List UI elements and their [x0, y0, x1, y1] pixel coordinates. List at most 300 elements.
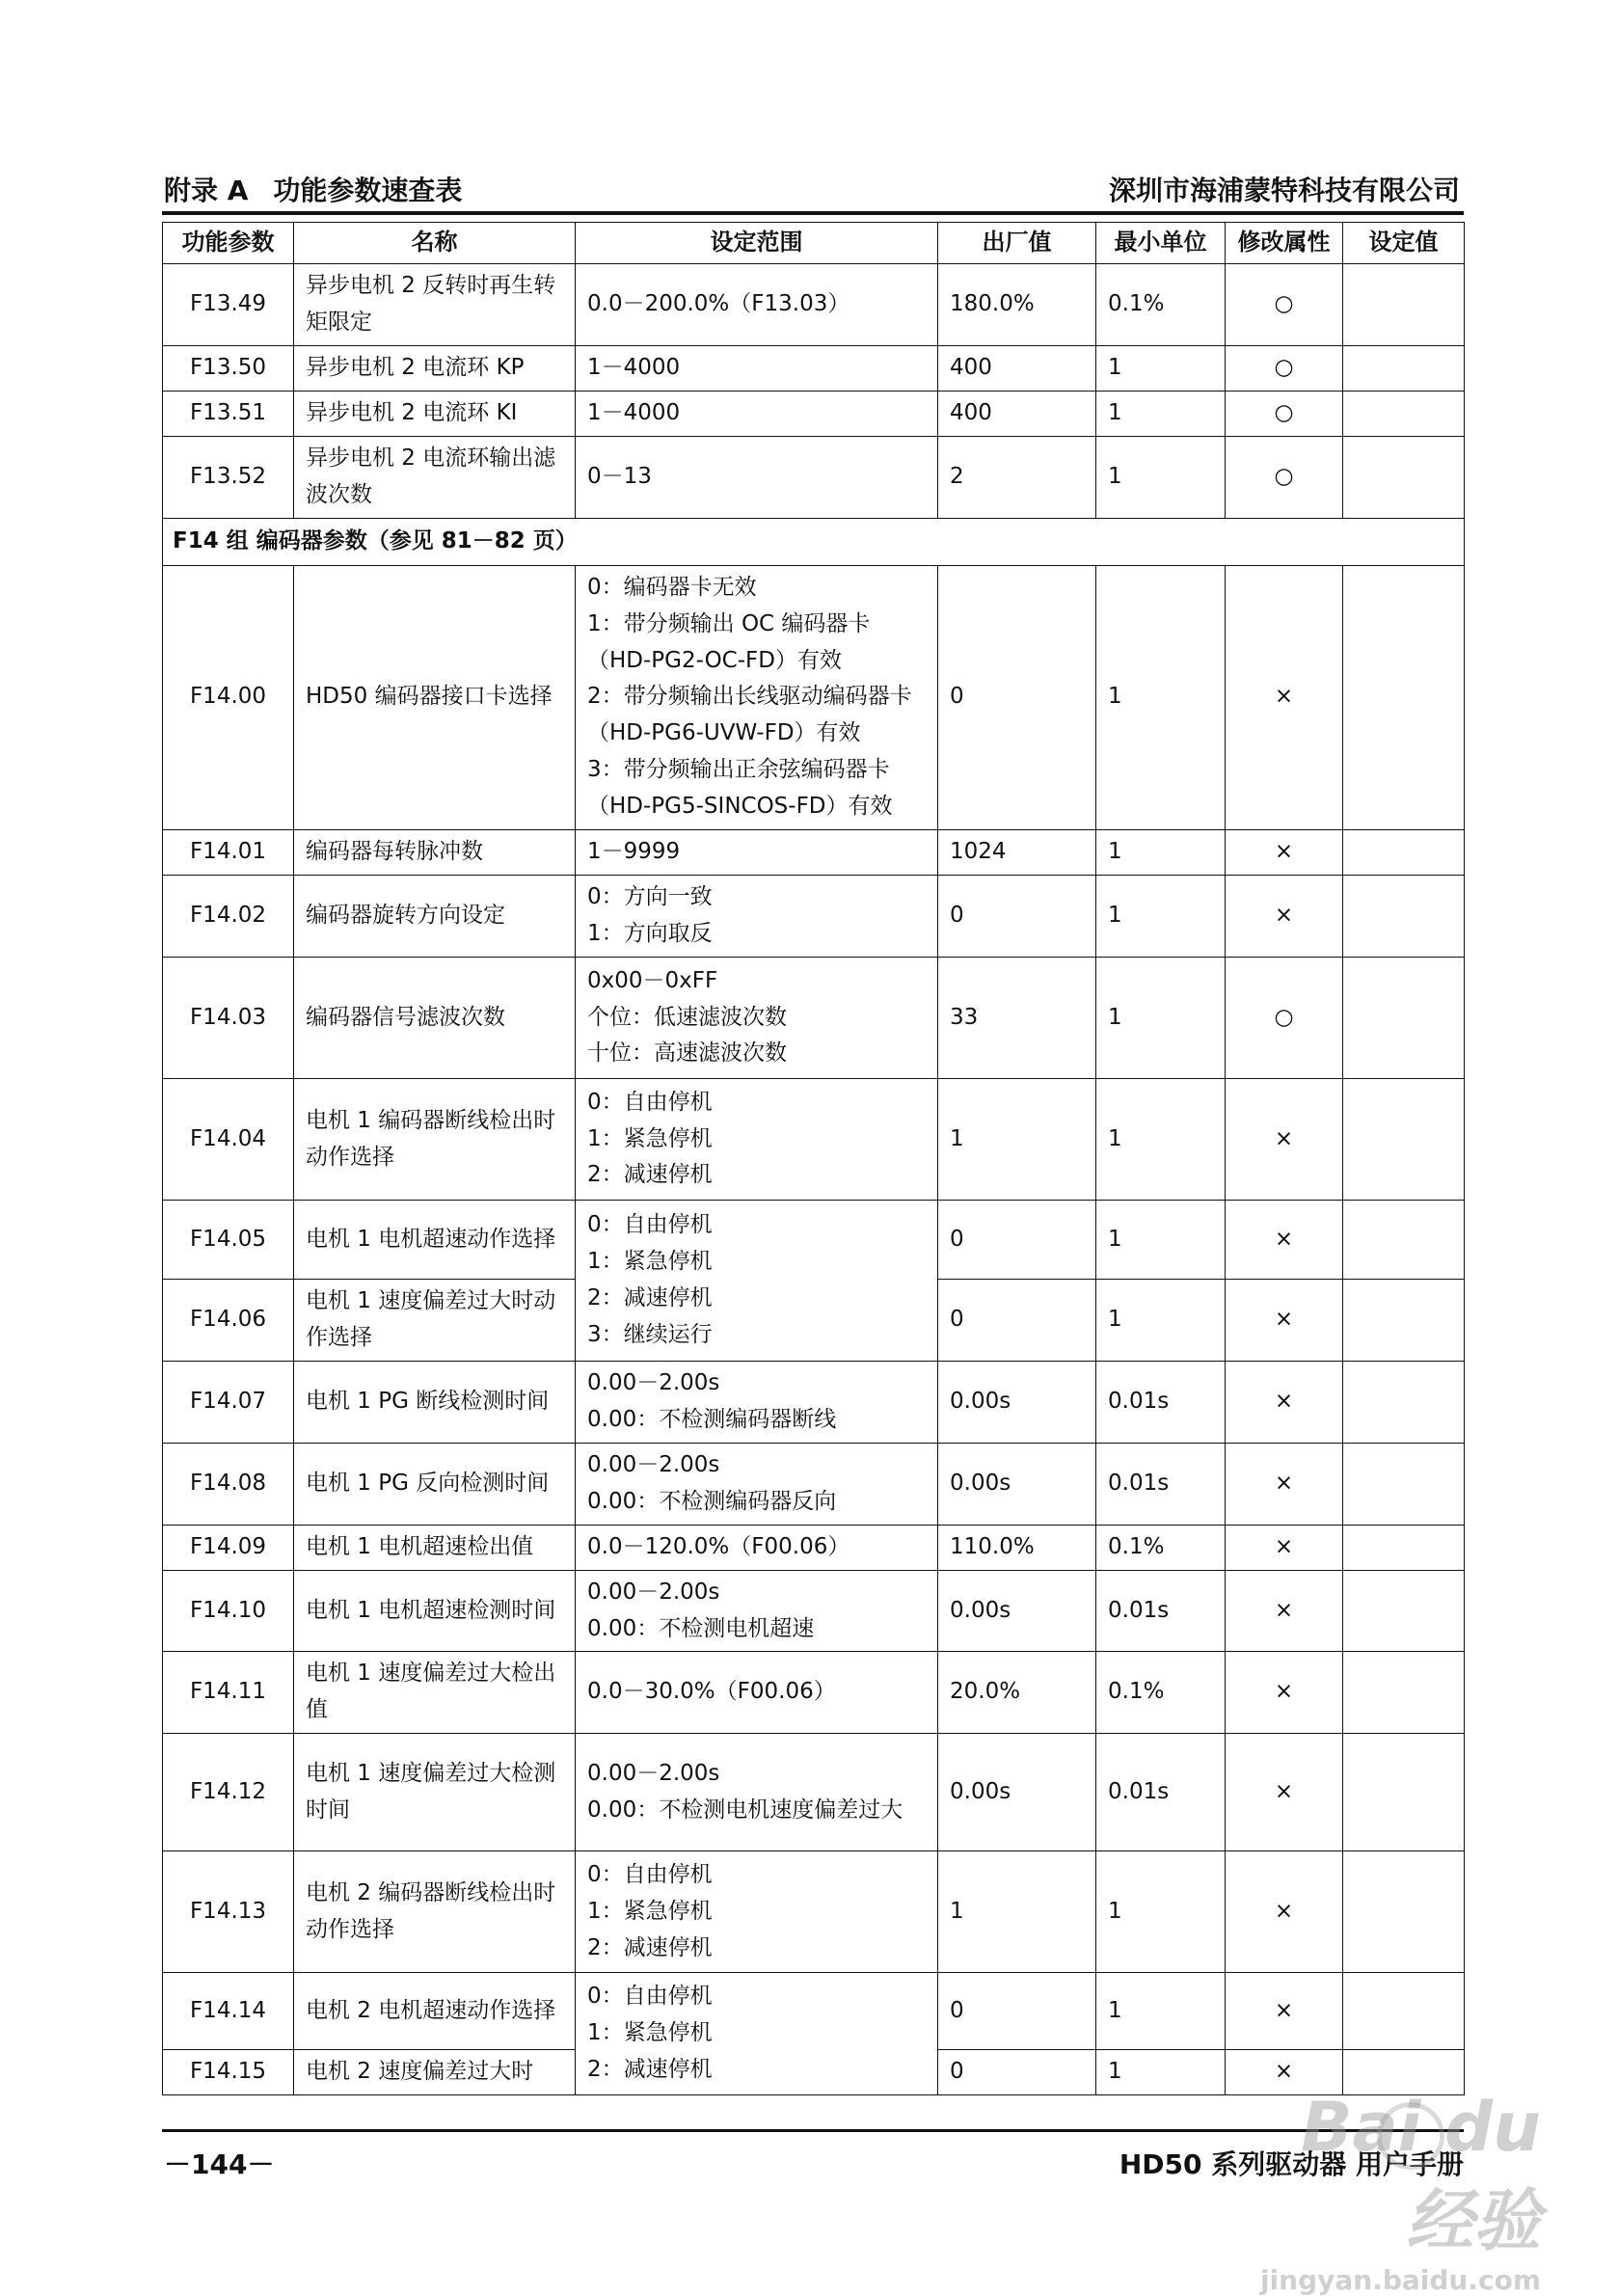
cell-text: 电机 2 速度偏差过大时 [306, 2059, 534, 2085]
cell-text: 0.00s [950, 1470, 1011, 1496]
param-set-value [1343, 830, 1465, 876]
range-line: 个位：低速滤波次数 [587, 1004, 787, 1030]
param-set-value [1343, 876, 1465, 958]
param-unit [1096, 1570, 1226, 1652]
param-attr [1226, 1973, 1343, 2050]
cell-text: 0.01s [1108, 1597, 1170, 1623]
param-range [576, 264, 938, 346]
range-line: 0：自由停机 [587, 1984, 713, 2010]
cell-text: 0.00s [950, 1778, 1011, 1804]
cell-text: F14.10 [189, 1597, 267, 1623]
param-unit [1096, 1443, 1226, 1525]
cell-text: 0.01s [1108, 1388, 1170, 1414]
param-unit [1096, 436, 1226, 518]
param-unit [1096, 958, 1226, 1079]
cell-text: 电机 1 速度偏差过大检出值 [306, 1661, 556, 1723]
company-name: 深圳市海浦蒙特科技有限公司 [1108, 175, 1460, 206]
param-set-value [1343, 436, 1465, 518]
param-unit [1096, 1973, 1226, 2050]
cell-text: 电机 1 编码器断线检出时动作选择 [306, 1107, 556, 1170]
cell-text: ○ [1274, 354, 1294, 380]
cell-text: 20.0% [950, 1679, 1021, 1705]
cell-text: 1 [1108, 1898, 1122, 1924]
cell-text: × [1274, 2059, 1294, 2085]
range-line: 1－4000 [587, 399, 681, 425]
param-row [163, 830, 1465, 876]
cell-text: 1 [1108, 463, 1122, 489]
param-code [163, 391, 294, 436]
param-name [294, 345, 576, 391]
range-line: 1：带分频输出 OC 编码器卡（HD-PG2-OC-FD）有效 [587, 610, 871, 673]
param-default [938, 1361, 1096, 1443]
range-line: 1－9999 [587, 839, 681, 865]
param-code [163, 565, 294, 830]
cell-text: F14.05 [189, 1226, 267, 1252]
param-default [938, 565, 1096, 830]
param-set-value [1343, 1361, 1465, 1443]
cell-text: × [1274, 1533, 1294, 1559]
range-line: 0－13 [587, 463, 652, 489]
param-attr [1226, 1443, 1343, 1525]
param-default [938, 1734, 1096, 1851]
cell-text: 1 [1108, 903, 1122, 929]
cell-text: × [1274, 1997, 1294, 2023]
range-line: 0：方向一致 [587, 884, 713, 910]
cell-text: 1 [1108, 684, 1122, 710]
watermark [1232, 2088, 1541, 2296]
param-name [294, 565, 576, 830]
cell-text: 0.1% [1108, 1533, 1165, 1559]
range-line: 0.0－200.0%（F13.03） [587, 290, 850, 316]
cell-text: × [1274, 1597, 1294, 1623]
param-attr [1226, 1280, 1343, 1362]
param-name [294, 1079, 576, 1201]
param-range-shared [576, 1973, 938, 2095]
cell-text: 异步电机 2 电流环 KI [306, 399, 518, 425]
range-line: 0.0－120.0%（F00.06） [587, 1533, 850, 1559]
param-default [938, 2050, 1096, 2095]
section-title: 功能参数速查表 [273, 175, 463, 206]
cell-text: × [1274, 1125, 1294, 1151]
param-name [294, 1280, 576, 1362]
param-name [294, 1361, 576, 1443]
param-set-value [1343, 1734, 1465, 1851]
cell-text: F14.15 [189, 2059, 267, 2085]
cell-text: 1 [1108, 354, 1122, 380]
col-header-name: 名称 [294, 223, 576, 264]
param-set-value [1343, 1443, 1465, 1525]
cell-text: 0 [950, 903, 964, 929]
cell-text: 1 [950, 1125, 964, 1151]
range-line: 0.00：不检测编码器断线 [587, 1406, 837, 1432]
range-line: 1：紧急停机 [587, 1125, 713, 1151]
param-attr [1226, 1734, 1343, 1851]
col-header-code: 功能参数 [163, 223, 294, 264]
cell-text: 1 [1108, 1125, 1122, 1151]
cell-text: F14.00 [189, 684, 267, 710]
param-attr [1226, 345, 1343, 391]
range-line: 3：继续运行 [587, 1321, 713, 1347]
cell-text: F13.51 [189, 399, 267, 425]
cell-text: 1 [1108, 1306, 1122, 1332]
appendix-header [164, 170, 462, 208]
param-unit [1096, 830, 1226, 876]
cell-text: 电机 1 速度偏差过大检测时间 [306, 1760, 556, 1823]
cell-text: × [1274, 1898, 1294, 1924]
cell-text: ○ [1274, 399, 1294, 425]
range-line: 0.0－30.0%（F00.06） [587, 1679, 836, 1705]
param-row [163, 1525, 1465, 1570]
param-attr [1226, 1525, 1343, 1570]
range-line: 2：减速停机 [587, 1284, 713, 1310]
param-set-value [1343, 264, 1465, 346]
param-row [163, 958, 1465, 1079]
param-row [163, 1079, 1465, 1201]
cell-text: 33 [950, 1004, 979, 1030]
cell-text: F14.14 [189, 1997, 267, 2023]
param-range [576, 391, 938, 436]
param-row [163, 1570, 1465, 1652]
param-unit [1096, 264, 1226, 346]
range-line: 2：减速停机 [587, 2057, 713, 2083]
range-line: 2：减速停机 [587, 1934, 713, 1960]
table-header-row [163, 223, 1465, 264]
cell-text: 电机 2 电机超速动作选择 [306, 1997, 556, 2023]
param-row [163, 1361, 1465, 1443]
cell-text: F14.06 [189, 1306, 267, 1332]
page-number: －144－ [164, 2148, 275, 2180]
param-code [163, 1570, 294, 1652]
param-default [938, 1973, 1096, 2050]
param-range [576, 1525, 938, 1570]
cell-text: 1 [1108, 1997, 1122, 2023]
param-set-value [1343, 1652, 1465, 1734]
cell-text: 0 [950, 1997, 964, 2023]
header-rule [162, 211, 1464, 215]
watermark-url: jingyan.baidu.com [1259, 2264, 1541, 2296]
param-default [938, 958, 1096, 1079]
cell-text: F14.13 [189, 1898, 267, 1924]
cell-text: × [1274, 1388, 1294, 1414]
param-name [294, 1570, 576, 1652]
param-set-value [1343, 1280, 1465, 1362]
param-code [163, 876, 294, 958]
param-unit [1096, 1201, 1226, 1280]
param-row [163, 565, 1465, 830]
param-unit [1096, 1734, 1226, 1851]
watermark-brand: Bai du 经验 [1301, 2088, 1541, 2260]
cell-text: 400 [950, 354, 992, 380]
range-line: 0：自由停机 [587, 1212, 713, 1238]
cell-text: 110.0% [950, 1533, 1035, 1559]
cell-text: 0.01s [1108, 1470, 1170, 1496]
cell-text: × [1274, 839, 1294, 865]
cell-text: 1 [1108, 1004, 1122, 1030]
param-range [576, 345, 938, 391]
param-range [576, 958, 938, 1079]
param-set-value [1343, 1079, 1465, 1201]
param-default [938, 1525, 1096, 1570]
param-name [294, 1973, 576, 2050]
range-line: 2：带分频输出长线驱动编码器卡（HD-PG6-UVW-FD）有效 [587, 684, 912, 746]
range-line: 十位：高速滤波次数 [587, 1040, 787, 1067]
param-code [163, 1973, 294, 2050]
param-attr [1226, 830, 1343, 876]
col-header-range: 设定范围 [576, 223, 938, 264]
range-line: 0x00－0xFF [587, 967, 718, 993]
param-name [294, 830, 576, 876]
param-set-value [1343, 1973, 1465, 2050]
param-default [938, 1443, 1096, 1525]
cell-text: 0 [950, 1226, 964, 1252]
cell-text: × [1274, 1470, 1294, 1496]
param-code [163, 1734, 294, 1851]
cell-text: HD50 编码器接口卡选择 [306, 684, 553, 710]
param-set-value [1343, 345, 1465, 391]
param-row [163, 264, 1465, 346]
param-name [294, 1201, 576, 1280]
param-set-value [1343, 565, 1465, 830]
cell-text: 编码器每转脉冲数 [306, 839, 483, 865]
param-row [163, 436, 1465, 518]
param-unit [1096, 876, 1226, 958]
cell-text: 1 [950, 1898, 964, 1924]
paw-icon [1377, 2102, 1444, 2170]
cell-text: 异步电机 2 电流环 KP [306, 354, 525, 380]
param-name [294, 1734, 576, 1851]
col-header-default: 出厂值 [938, 223, 1096, 264]
cell-text: 0.01s [1108, 1778, 1170, 1804]
param-code [163, 1851, 294, 1973]
param-set-value [1343, 958, 1465, 1079]
param-code [163, 1280, 294, 1362]
col-header-set: 设定值 [1343, 223, 1465, 264]
param-row [163, 1851, 1465, 1973]
param-code [163, 1079, 294, 1201]
param-row [163, 876, 1465, 958]
param-code [163, 1443, 294, 1525]
cell-text: F14.01 [189, 839, 267, 865]
cell-text: ○ [1274, 290, 1294, 316]
cell-text: 2 [950, 463, 964, 489]
param-name [294, 2050, 576, 2095]
param-attr [1226, 565, 1343, 830]
parameter-table [162, 222, 1465, 2095]
param-unit [1096, 391, 1226, 436]
param-name [294, 391, 576, 436]
cell-text: × [1274, 1778, 1294, 1804]
cell-text: 电机 1 PG 断线检测时间 [306, 1388, 550, 1414]
param-unit [1096, 1361, 1226, 1443]
param-range [576, 1079, 938, 1201]
param-unit [1096, 345, 1226, 391]
param-code [163, 2050, 294, 2095]
param-code [163, 436, 294, 518]
param-default [938, 345, 1096, 391]
group-row [163, 518, 1465, 565]
range-line: 1：紧急停机 [587, 2020, 713, 2046]
range-line: 3：带分频输出正余弦编码器卡（HD-PG5-SINCOS-FD）有效 [587, 757, 893, 820]
param-unit [1096, 1851, 1226, 1973]
param-unit [1096, 1079, 1226, 1201]
cell-text: 电机 2 编码器断线检出时动作选择 [306, 1879, 556, 1942]
cell-text: 电机 1 速度偏差过大时动作选择 [306, 1288, 556, 1350]
param-name [294, 1851, 576, 1973]
param-range [576, 876, 938, 958]
param-range [576, 830, 938, 876]
appendix-label: 附录 A [164, 175, 249, 206]
range-line: 1：方向取反 [587, 921, 713, 947]
param-default [938, 1851, 1096, 1973]
cell-text: 0.00s [950, 1388, 1011, 1414]
param-set-value [1343, 1851, 1465, 1973]
cell-text: F14.04 [189, 1125, 267, 1151]
range-line: 0.00－2.00s [587, 1579, 720, 1605]
param-attr [1226, 1361, 1343, 1443]
cell-text: 0.1% [1108, 1679, 1165, 1705]
cell-text: F14.08 [189, 1470, 267, 1496]
cell-text: × [1274, 1306, 1294, 1332]
param-code [163, 1361, 294, 1443]
cell-text: 编码器信号滤波次数 [306, 1004, 505, 1030]
cell-text: 0.1% [1108, 290, 1165, 316]
param-unit [1096, 2050, 1226, 2095]
cell-text: 电机 1 PG 反向检测时间 [306, 1470, 550, 1496]
param-attr [1226, 1851, 1343, 1973]
cell-text: 0.00s [950, 1597, 1011, 1623]
cell-text: F13.49 [189, 290, 267, 316]
cell-text: 0 [950, 684, 964, 710]
cell-text: 异步电机 2 电流环输出滤波次数 [306, 445, 556, 507]
param-set-value [1343, 1201, 1465, 1280]
param-code [163, 264, 294, 346]
param-range [576, 1570, 938, 1652]
param-default [938, 1079, 1096, 1201]
param-code [163, 345, 294, 391]
range-line: 2：减速停机 [587, 1162, 713, 1188]
param-code [163, 958, 294, 1079]
param-name [294, 436, 576, 518]
cell-text: 1 [1108, 839, 1122, 865]
range-line: 0：自由停机 [587, 1861, 713, 1887]
range-line: 0.00－2.00s [587, 1451, 720, 1477]
col-header-unit: 最小单位 [1096, 223, 1226, 264]
cell-text: 电机 1 电机超速检测时间 [306, 1597, 556, 1623]
param-name [294, 1443, 576, 1525]
param-row [163, 1973, 1465, 2050]
param-range [576, 1734, 938, 1851]
param-range [576, 1361, 938, 1443]
param-default [938, 391, 1096, 436]
cell-text: 400 [950, 399, 992, 425]
cell-text: 1024 [950, 839, 1007, 865]
range-line: 1－4000 [587, 354, 681, 380]
param-range [576, 436, 938, 518]
group-title: F14 组 编码器参数（参见 81－82 页） [163, 518, 1465, 565]
param-unit [1096, 565, 1226, 830]
param-row [163, 391, 1465, 436]
cell-text: ○ [1274, 1004, 1294, 1030]
param-default [938, 1570, 1096, 1652]
param-name [294, 264, 576, 346]
cell-text: 异步电机 2 反转时再生转矩限定 [306, 273, 556, 335]
cell-text: 180.0% [950, 290, 1035, 316]
param-name [294, 1652, 576, 1734]
cell-text: × [1274, 1679, 1294, 1705]
cell-text: 0 [950, 1306, 964, 1332]
cell-text: 1 [1108, 2059, 1122, 2085]
param-row [163, 345, 1465, 391]
range-line: 0：编码器卡无效 [587, 574, 757, 600]
param-code [163, 830, 294, 876]
param-row [163, 1443, 1465, 1525]
cell-text: 电机 1 电机超速检出值 [306, 1533, 534, 1559]
param-default [938, 1280, 1096, 1362]
cell-text: ○ [1274, 463, 1294, 489]
param-code [163, 1652, 294, 1734]
param-default [938, 876, 1096, 958]
cell-text: × [1274, 903, 1294, 929]
param-name [294, 876, 576, 958]
param-default [938, 1652, 1096, 1734]
cell-text: 编码器旋转方向设定 [306, 903, 505, 929]
param-set-value [1343, 1570, 1465, 1652]
param-range [576, 1652, 938, 1734]
range-line: 0.00：不检测编码器反向 [587, 1488, 837, 1514]
param-attr [1226, 436, 1343, 518]
param-attr [1226, 264, 1343, 346]
param-attr [1226, 1201, 1343, 1280]
cell-text: F14.02 [189, 903, 267, 929]
param-range [576, 1443, 938, 1525]
param-row [163, 1201, 1465, 1280]
range-line: 0.00：不检测电机速度偏差过大 [587, 1796, 903, 1823]
param-default [938, 830, 1096, 876]
param-unit [1096, 1525, 1226, 1570]
param-range [576, 565, 938, 830]
param-default [938, 264, 1096, 346]
range-line: 1：紧急停机 [587, 1249, 713, 1274]
param-code [163, 1201, 294, 1280]
param-set-value [1343, 1525, 1465, 1570]
cell-text: F14.09 [189, 1533, 267, 1559]
cell-text: F14.03 [189, 1004, 267, 1030]
param-attr [1226, 1652, 1343, 1734]
cell-text: × [1274, 684, 1294, 710]
param-name [294, 1525, 576, 1570]
param-default [938, 436, 1096, 518]
param-attr [1226, 958, 1343, 1079]
range-line: 0.00：不检测电机超速 [587, 1615, 815, 1641]
param-name [294, 958, 576, 1079]
cell-text: F13.52 [189, 463, 267, 489]
manual-title: HD50 系列驱动器 用户手册 [1119, 2148, 1464, 2180]
param-default [938, 1201, 1096, 1280]
param-row [163, 1652, 1465, 1734]
col-header-attr: 修改属性 [1226, 223, 1343, 264]
param-range-shared [576, 1201, 938, 1362]
cell-text: F13.50 [189, 354, 267, 380]
param-unit [1096, 1280, 1226, 1362]
cell-text: F14.12 [189, 1778, 267, 1804]
param-attr [1226, 391, 1343, 436]
cell-text: 1 [1108, 1226, 1122, 1252]
cell-text: F14.11 [189, 1679, 267, 1705]
param-unit [1096, 1652, 1226, 1734]
cell-text: 电机 1 电机超速动作选择 [306, 1226, 556, 1252]
param-range [576, 1851, 938, 1973]
cell-text: F14.07 [189, 1388, 267, 1414]
